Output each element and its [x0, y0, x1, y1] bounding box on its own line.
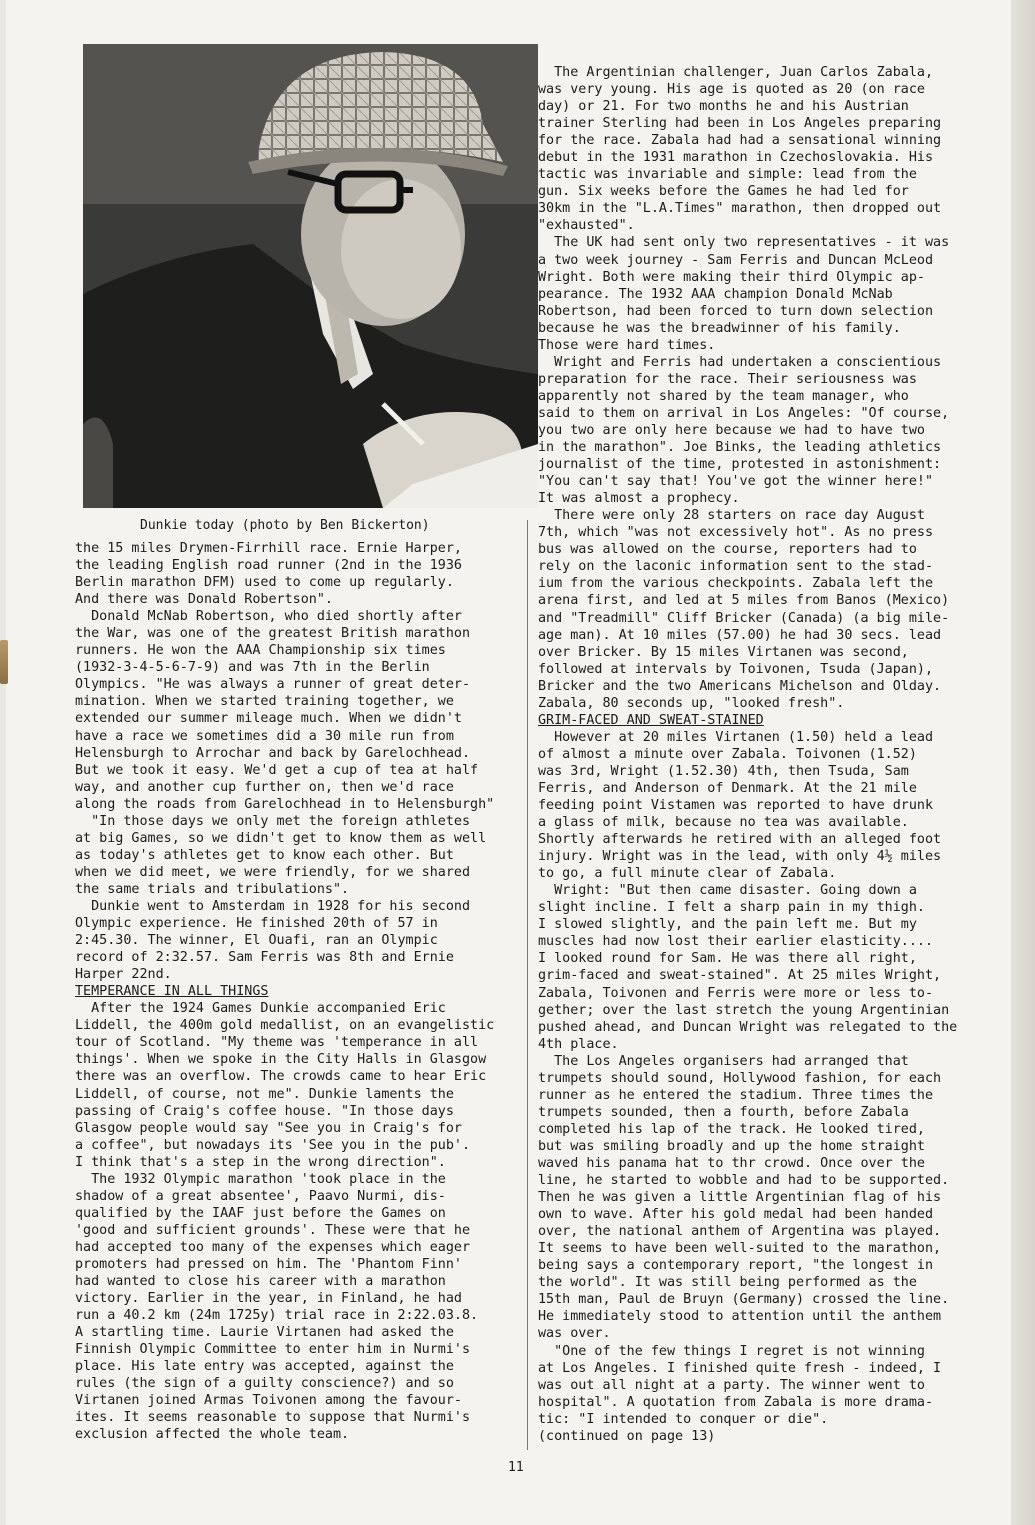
text-line: The UK had sent only two representatives - it was	[538, 235, 950, 251]
text-line: said to them on arrival in Los Angeles: "Of course,	[538, 405, 950, 421]
text-line: A startling time. Laurie Virtanen had asked the	[75, 1325, 454, 1341]
text-line: Those were hard times.	[538, 337, 716, 353]
text-line: Wright and Ferris had undertaken a conscientious	[538, 354, 942, 370]
column-divider	[527, 520, 528, 1450]
text-line: age man). At 10 miles (57.00) he had 30 secs. lead	[538, 627, 942, 643]
text-line: "In those days we only met the foreign athletes	[75, 813, 471, 829]
text-line: There were only 28 starters on race day August	[538, 508, 925, 524]
text-line: extended our summer mileage much. When we didn't	[75, 711, 462, 727]
text-line: the War, was one of the greatest British marathon	[75, 626, 471, 642]
text-line: But we took it easy. We'd get a cup of tea at half	[75, 762, 479, 778]
right-column	[538, 64, 988, 1445]
text-line: when we did meet, we were friendly, for we shared	[75, 864, 471, 880]
text-line: completed his lap of the track. He looked tired,	[538, 1121, 925, 1137]
text-line: Finnish Olympic Committee to enter him in Nurmi's	[75, 1342, 471, 1358]
text-line: you two are only here because we had to have two	[538, 422, 925, 438]
text-line: 7th, which "was not excessively hot". As no press	[538, 525, 934, 541]
text-line: apparently not shared by the team manager, who	[538, 388, 909, 404]
text-line: had accepted too many of the expenses which eager	[75, 1239, 471, 1255]
text-line: 2:45.30. The winner, El Ouafi, ran an Olympic	[75, 933, 438, 949]
text-line: day) or 21. For two months he and his Austrian	[538, 99, 909, 115]
text-line: tic: "I intended to conquer or die".	[538, 1411, 829, 1427]
text-line: pearance. The 1932 AAA champion Donald McNab	[538, 286, 893, 302]
text-line: However at 20 miles Virtanen (1.50) held a lead	[538, 729, 934, 745]
text-line: Robertson, had been forced to turn down selection	[538, 303, 934, 319]
text-line: runners. He won the AAA Championship six times	[75, 643, 446, 659]
text-line: The 1932 Olympic marathon 'took place in the	[75, 1171, 446, 1187]
text-line: exclusion affected the whole team.	[75, 1427, 350, 1443]
text-line: trumpets should sound, Hollywood fashion, for each	[538, 1070, 942, 1086]
portrait-photo	[83, 44, 538, 508]
text-line: "You can't say that! You've got the winner here!"	[538, 474, 934, 490]
text-line: runner as he entered the stadium. Three times the	[538, 1087, 934, 1103]
text-line: tactic was invariable and simple: lead from the	[538, 167, 917, 183]
text-line: line, he started to wobble and had to be supported.	[538, 1173, 950, 1189]
text-line: Ferris, and Anderson of Denmark. At the 21 mile	[538, 780, 917, 796]
text-line: was out all night at a party. The winner went to	[538, 1377, 925, 1393]
text-line: to go, a full minute clear of Zabala.	[538, 866, 837, 882]
text-line: over Bricker. By 15 miles Virtanen was second,	[538, 644, 909, 660]
text-line: for the race. Zabala had had a sensational winning	[538, 133, 942, 149]
binding-staple	[0, 640, 8, 684]
text-line: He immediately stood to attention until the anthem	[538, 1309, 942, 1325]
text-line: slight incline. I felt a sharp pain in my thigh.	[538, 900, 925, 916]
text-line: Wright: "But then came disaster. Going down a	[538, 883, 917, 899]
text-line: gether; over the last stretch the young Argentinian	[538, 1002, 950, 1018]
text-line: Zabala, 80 seconds up, "looked fresh".	[538, 695, 845, 711]
text-line: 4th place.	[538, 1036, 619, 1052]
text-line: the same trials and tribulations".	[75, 881, 350, 897]
text-line: passing of Craig's coffee house. "In those days	[75, 1103, 454, 1119]
text-line: grim-faced and sweat-stained". At 25 miles Wright,	[538, 968, 942, 984]
text-line: along the roads from Garelochhead in to Helensburgh"	[75, 796, 495, 812]
text-line: but was smiling broadly and up the home straight	[538, 1138, 925, 1154]
text-line: Then he was given a little Argentinian flag of his	[538, 1190, 942, 1206]
text-line: "exhausted".	[538, 218, 635, 234]
text-line: After the 1924 Games Dunkie accompanied Eric	[75, 1001, 446, 1017]
text-line: (continued on page 13)	[538, 1428, 716, 1444]
left-column	[75, 540, 525, 1443]
text-line: Zabala, Toivonen and Ferris were more or less to-	[538, 985, 934, 1001]
text-line: record of 2:32.57. Sam Ferris was 8th and Ernie	[75, 950, 454, 966]
text-line: It was almost a prophecy.	[538, 491, 740, 507]
text-line: Liddell, the 400m gold medallist, on an evangelistic	[75, 1018, 495, 1034]
text-line: victory. Earlier in the year, in Finland, he had	[75, 1291, 462, 1307]
text-line: arena first, and led at 5 miles from Banos (Mexico)	[538, 593, 950, 609]
text-line: there was an overflow. The crowds came to hear Eric	[75, 1069, 487, 1085]
text-line: It seems to have been well-suited to the marathon,	[538, 1241, 942, 1257]
text-line: I think that's a step in the wrong direction".	[75, 1154, 446, 1170]
text-line: (1932-3-4-5-6-7-9) and was 7th in the Berlin	[75, 660, 430, 676]
text-line: the world". It was still being performed as the	[538, 1275, 917, 1291]
text-line: because he was the breadwinner of his family.	[538, 320, 901, 336]
text-line: being says a contemporary report, "the longest in	[538, 1258, 934, 1274]
text-line: have a race we sometimes did a 30 mile run from	[75, 728, 454, 744]
text-line: promoters had pressed on him. The 'Phantom Finn'	[75, 1256, 462, 1272]
text-line: was over.	[538, 1326, 611, 1342]
text-line: as today's athletes get to know each other. But	[75, 847, 454, 863]
text-line: Glasgow people would say "See you in Craig's for	[75, 1120, 462, 1136]
text-line: the leading English road runner (2nd in the 1936	[75, 558, 462, 574]
text-line: mination. When we started training together, we	[75, 694, 454, 710]
text-line: And there was Donald Robertson".	[75, 592, 333, 608]
text-line: hospital". A quotation from Zabala is more drama-	[538, 1394, 934, 1410]
text-line: Berlin marathon DFM) used to come up regularly.	[75, 575, 454, 591]
text-line: gun. Six weeks before the Games he had led for	[538, 184, 909, 200]
text-line: place. His late entry was accepted, against the	[75, 1359, 454, 1375]
text-line: preparation for the race. Their seriousness was	[538, 371, 917, 387]
text-line: The Argentinian challenger, Juan Carlos Zabala,	[538, 65, 934, 80]
text-line: and "Treadmill" Cliff Bricker (Canada) (a big mile-	[538, 610, 950, 626]
text-line: a coffee", but nowadays its 'See you in the pub'.	[75, 1137, 471, 1153]
section-heading: GRIM-FACED AND SWEAT-STAINED	[538, 712, 764, 728]
text-line: bus was allowed on the course, reporters had to	[538, 542, 917, 558]
text-line: Olympics. "He was always a runner of great deter-	[75, 677, 471, 693]
text-line: shadow of a great absentee', Paavo Nurmi, dis-	[75, 1188, 446, 1204]
text-line: debut in the 1931 marathon in Czechoslovakia. His	[538, 150, 934, 166]
text-line: ites. It seems reasonable to suppose that Nurmi's	[75, 1410, 471, 1426]
text-line: journalist of the time, protested in astonishment:	[538, 457, 942, 473]
text-line: ium from the various checkpoints. Zabala left the	[538, 576, 934, 592]
text-line: run a 40.2 km (24m 1725y) trial race in 2:22.03.8.	[75, 1308, 479, 1324]
text-line: I looked round for Sam. He was there all right,	[538, 951, 917, 967]
text-line: was very young. His age is quoted as 20 (on race	[538, 82, 925, 98]
photo-illustration	[83, 44, 538, 508]
text-line: feeding point Vistamen was reported to have drunk	[538, 798, 934, 814]
text-line: at Los Angeles. I finished quite fresh - indeed, I	[538, 1360, 942, 1376]
text-line: Bricker and the two Americans Michelson and Olday.	[538, 678, 942, 694]
text-line: Olympic experience. He finished 20th of 57 in	[75, 916, 438, 932]
text-line: way, and another cup further on, then we'd race	[75, 779, 454, 795]
text-line: "One of the few things I regret is not winning	[538, 1343, 925, 1359]
text-line: 30km in the "L.A.Times" marathon, then dropped out	[538, 201, 942, 217]
text-line: followed at intervals by Toivonen, Tsuda (Japan),	[538, 661, 934, 677]
text-line: at big Games, so we didn't get to know them as well	[75, 830, 487, 846]
text-line: had wanted to close his career with a marathon	[75, 1274, 446, 1290]
text-line: tour of Scotland. "My theme was 'temperance in all	[75, 1035, 479, 1051]
text-line: muscles had now lost their earlier elasticity....	[538, 934, 934, 950]
section-heading: TEMPERANCE IN ALL THINGS	[75, 984, 269, 1000]
text-line: 'good and sufficient grounds'. These were that he	[75, 1222, 471, 1238]
text-line: 15th man, Paul de Bruyn (Germany) crossed the line.	[538, 1292, 950, 1308]
page-number: 11	[508, 1460, 524, 1475]
text-line: in the marathon". Joe Binks, the leading athletics	[538, 440, 942, 456]
text-line: Dunkie went to Amsterdam in 1928 for his second	[75, 898, 471, 914]
text-line: Shortly afterwards he retired with an alleged foot	[538, 832, 942, 848]
text-line: a glass of milk, because no tea was available.	[538, 815, 909, 831]
page-edge	[1011, 0, 1035, 1525]
text-line: I slowed slightly, and the pain left me. But my	[538, 917, 917, 933]
text-line: Donald McNab Robertson, who died shortly after	[75, 609, 462, 625]
text-line: Harper 22nd.	[75, 967, 172, 983]
text-line: The Los Angeles organisers had arranged that	[538, 1053, 909, 1069]
text-line: Virtanen joined Armas Toivonen among the favour-	[75, 1393, 462, 1409]
text-line: Wright. Both were making their third Olympic ap-	[538, 269, 925, 285]
text-line: own to wave. After his gold medal had been handed	[538, 1207, 934, 1223]
photo-caption: Dunkie today (photo by Ben Bickerton)	[140, 518, 430, 533]
text-line: waved his panama hat to thr crowd. Once over the	[538, 1156, 925, 1171]
text-line: Liddell, of course, not me". Dunkie laments the	[75, 1086, 454, 1102]
text-line: pushed ahead, and Duncan Wright was relegated to the	[538, 1019, 958, 1035]
text-line: injury. Wright was in the lead, with only 4½ miles	[538, 849, 942, 865]
text-line: of almost a minute over Zabala. Toivonen (1.52)	[538, 746, 917, 762]
text-line: things'. When we spoke in the City Halls in Glasgow	[75, 1052, 487, 1068]
text-line: trumpets sounded, then a fourth, before Zabala	[538, 1104, 909, 1120]
text-line: rely on the laconic information sent to the stad-	[538, 559, 934, 575]
text-line: over, the national anthem of Argentina was played.	[538, 1224, 942, 1240]
text-line: was 3rd, Wright (1.52.30) 4th, then Tsuda, Sam	[538, 763, 909, 779]
text-line: a two week journey - Sam Ferris and Duncan McLeod	[538, 252, 934, 268]
text-line: Helensburgh to Arrochar and back by Garelochhead.	[75, 745, 471, 761]
text-line: qualified by the IAAF just before the Games on	[75, 1205, 446, 1221]
text-line: the 15 miles Drymen-Firrhill race. Ernie Harper,	[75, 541, 462, 556]
text-line: rules (the sign of a guilty conscience?) and so	[75, 1376, 454, 1392]
text-line: trainer Sterling had been in Los Angeles preparing	[538, 116, 942, 132]
